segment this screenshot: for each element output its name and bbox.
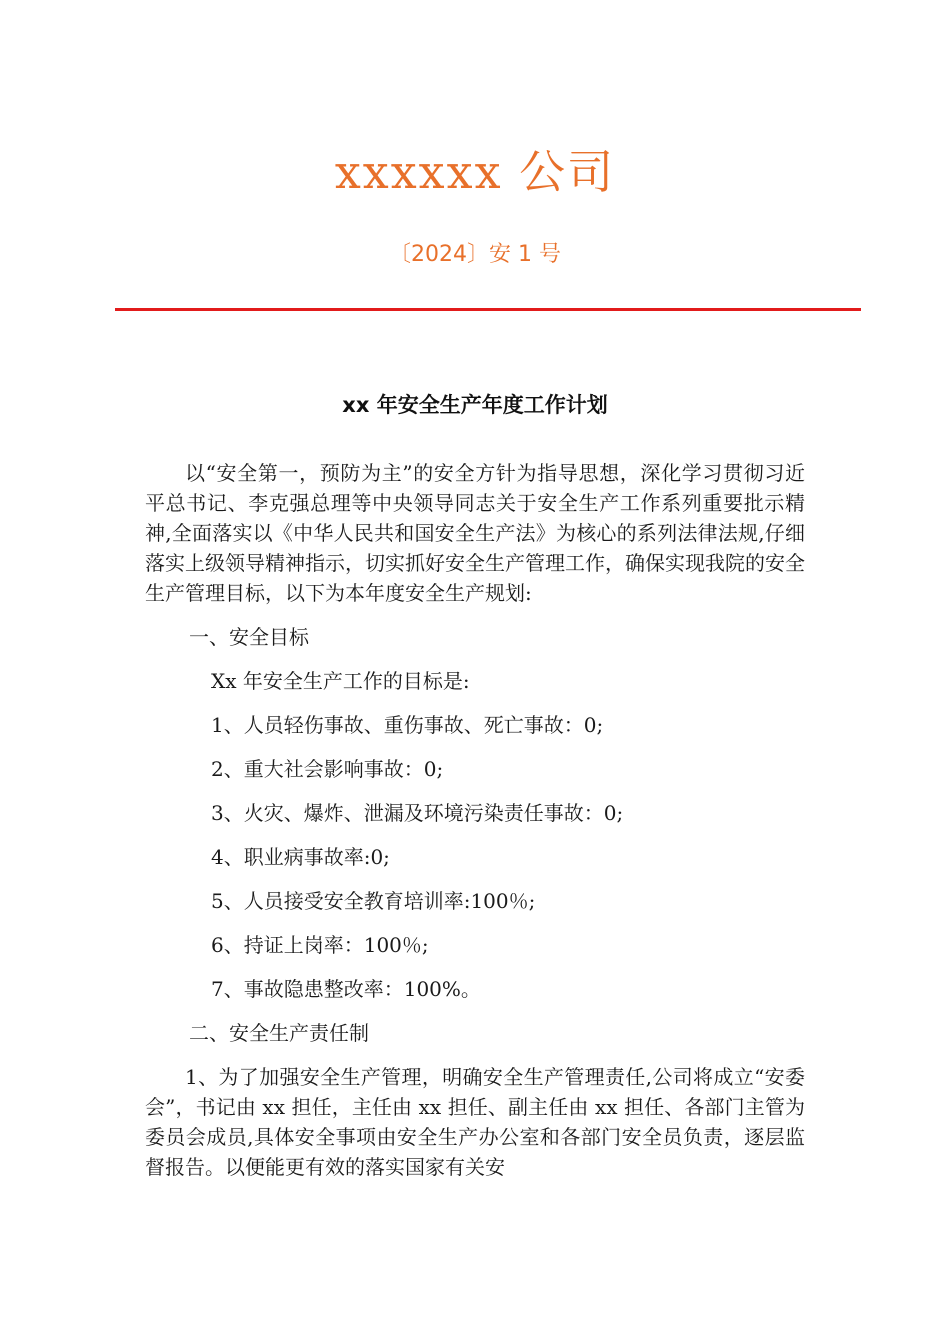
goal-item: 7、事故隐患整改率：100%。 — [211, 977, 481, 1001]
goal-item: 6、持证上岗率：100％; — [211, 933, 429, 957]
goal-item: 5、人员接受安全教育培训率:100％; — [211, 889, 536, 913]
goal-item: 1、人员轻伤事故、重伤事故、死亡事故：0; — [211, 713, 604, 737]
red-header-rule — [115, 308, 861, 311]
goal-item: 3、火灾、爆炸、泄漏及环境污染责任事故：0; — [211, 801, 624, 825]
goals-lead: Xx 年安全生产工作的目标是: — [211, 669, 470, 693]
company-name: xxxxxx 公司 — [334, 145, 616, 199]
document-body — [145, 458, 805, 1182]
section-heading-safety-goals: 一、安全目标 — [189, 625, 309, 649]
section-heading-responsibility: 二、安全生产责任制 — [189, 1021, 369, 1045]
document-number: 〔2024〕安 1 号 — [389, 242, 561, 267]
intro-paragraph: 以“安全第一，预防为主”的安全方针为指导思想，深化学习贯彻习近平总书记、李克强总理等中央领导同志关于安全生产工作系列重要批示精神,全面落实以《中华人民共和国安全生产法》为核心的系列法律法规,仔细落实上级领导精神指示，切实抓好安全生产管理工作，确保实现我院的安全生产管理目标，以下为本年度安全生产规划: — [145, 461, 805, 605]
document-title: xx 年安全生产年度工作计划 — [342, 393, 608, 417]
goal-item: 2、重大社会影响事故：0; — [211, 757, 444, 781]
goal-item: 4、职业病事故率:0; — [211, 845, 390, 869]
responsibility-paragraph: 1、为了加强安全生产管理，明确安全生产管理责任,公司将成立“安委会”，书记由 xx 担任，主任由 xx 担任、副主任由 xx 担任、各部门主管为委员会成员,具体安全事项由安全生产办公室和各部门安全员负责，逐层监督报告。以便能更有效的落实国家有关安 — [145, 1065, 805, 1179]
